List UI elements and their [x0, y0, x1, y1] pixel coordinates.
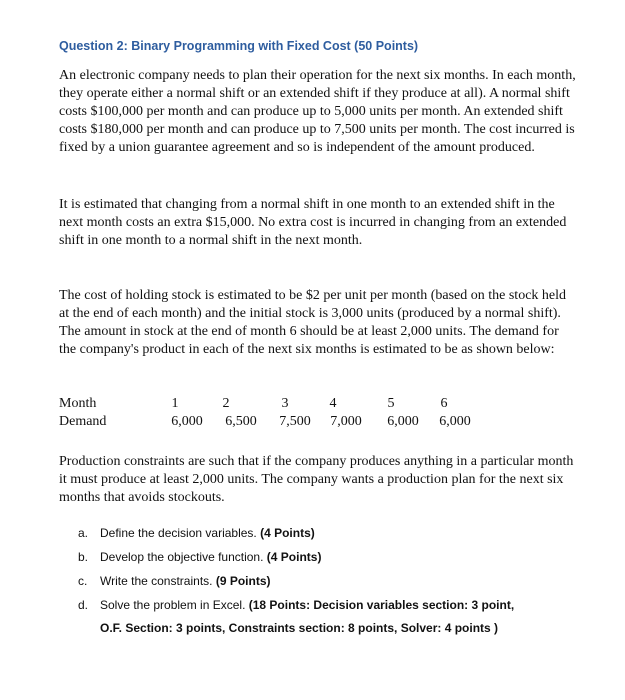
task-letter: b.: [78, 550, 89, 564]
month-cell: 2: [222, 396, 230, 411]
task-letter: a.: [78, 526, 89, 540]
demand-cell: 7,500: [279, 414, 311, 429]
demand-label: Demand: [59, 414, 107, 429]
task-item-b: [78, 545, 598, 569]
month-cell: 5: [387, 396, 395, 411]
task-points: (9 Points): [215, 574, 271, 588]
task-item-d: [78, 593, 598, 639]
task-letter: c.: [78, 574, 88, 588]
month-cell: 4: [329, 396, 337, 411]
task-item-c: [78, 569, 598, 593]
paragraph-shift-costs: An electronic company needs to plan their operation for the next six months. In each month, they operate either a normal shift or an extended shift if they produce at all). A normal shift costs $100,000 per month and can produce up to 5,000 units per month. An extended shift costs $180,000 per month and can produce up to 7,500 units per month. The cost incurred is fixed by a union guarantee agreement and so is independent of the amount produced.: [59, 68, 576, 156]
paragraph-production-constraints: Production constraints are such that if the company produces anything in a particular month it must produce at least 2,000 units. The company wants a production plan for the next six months that avoids stockouts.: [59, 454, 574, 506]
task-letter: d.: [78, 598, 89, 612]
demand-cell: 7,000: [330, 414, 362, 429]
month-label: Month: [59, 396, 97, 411]
paragraph-shift-change: It is estimated that changing from a normal shift in one month to an extended shift in the next month costs an extra $15,000. No extra cost is incurred in changing from an extended shift in one month to a normal shift in the next month.: [59, 197, 567, 249]
task-points: (18 Points: Decision variables section: 3 point,: [248, 598, 515, 612]
task-points-continued: O.F. Section: 3 points, Constraints section: 8 points, Solver: 4 points ): [100, 621, 499, 635]
task-text: Write the constraints.: [100, 574, 216, 588]
demand-cell: 6,000: [171, 414, 203, 429]
demand-cell: 6,000: [387, 414, 419, 429]
task-text: Develop the objective function.: [100, 550, 267, 564]
demand-cell: 6,000: [439, 414, 471, 429]
task-text: Solve the problem in Excel.: [100, 598, 249, 612]
task-text: Define the decision variables.: [100, 526, 261, 540]
month-cell: 1: [171, 396, 179, 411]
task-points: (4 Points): [260, 526, 315, 540]
month-cell: 6: [440, 396, 448, 411]
demand-cell: 6,500: [225, 414, 257, 429]
question-title: Question 2: Binary Programming with Fixed Cost (50 Points): [59, 39, 419, 53]
month-cell: 3: [281, 396, 289, 411]
task-points: (4 Points): [266, 550, 322, 564]
paragraph-holding-stock: The cost of holding stock is estimated to be $2 per unit per month (based on the stock held at the end of each month) and the initial stock is 3,000 units (produced by a normal shift). The amount in stock at the end of month 6 should be at least 2,000 units. The demand for the company's product in each of the next six months is estimated to be as shown below:: [59, 288, 567, 358]
task-list: [78, 521, 598, 639]
task-item-a: [78, 521, 598, 545]
